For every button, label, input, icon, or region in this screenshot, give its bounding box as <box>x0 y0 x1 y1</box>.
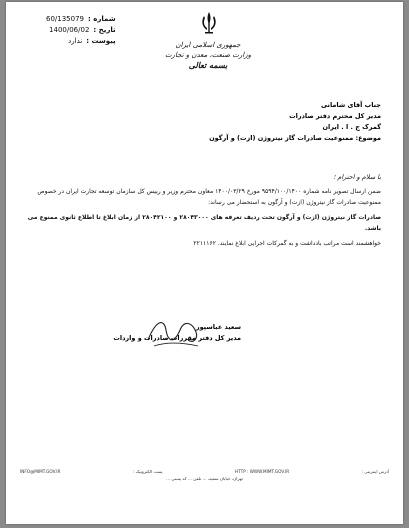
recipient-block <box>209 100 381 144</box>
letter-date-row <box>46 25 116 36</box>
letter-number-row <box>46 14 116 25</box>
letter-page <box>6 2 403 524</box>
letterhead-country: جمهوری اسلامی ایران <box>175 41 241 49</box>
letter-number: 60/135079 <box>46 15 84 23</box>
letterhead-ministry: وزارت صنعت، معدن و تجارت <box>164 51 252 59</box>
letter-body <box>26 172 381 252</box>
letter-attachment-label: پیوست : <box>86 37 116 45</box>
letter-attachment-row <box>46 36 116 47</box>
footer-website[interactable]: HTTP : WWW.MIMT.GOV.IR <box>235 469 290 474</box>
letter-date: 1400/06/02 <box>49 26 90 34</box>
letter-attachment: ندارد <box>68 37 83 45</box>
body-paragraph-3: خواهشمند است مراتب بادداشت و به گمرکات اجرایی ابلاغ نمایند. ۲۲۱۱۱۶۲ <box>193 239 381 247</box>
letter-number-label: شماره : <box>88 15 116 23</box>
body-paragraph-2: صادرات گاز نیتروژن (ازت) و آرگون تحت ردیف تعرفه های ۲۸۰۴۳۰۰۰ و ۲۸۰۴۲۱۰۰ از زمان ابلاغ تا اطلاع ثانوی ممنوع می باشد. <box>27 213 381 232</box>
recipient-organization: گمرک ج . ا . ایران <box>322 123 381 131</box>
letter-metadata <box>46 14 116 47</box>
recipient-name: جناب آقای شامانی <box>320 101 381 109</box>
signer-title: مدیر کل دفتر مقررات صادرات و واردات <box>113 334 241 342</box>
signer-block <box>113 322 241 344</box>
signer-name: سعید عباسپور <box>195 323 241 331</box>
letter-subject: موضوع: ممنوعیت صادرات گاز نیتروژن (ازت) و آرگون <box>209 134 381 142</box>
body-paragraph-1: ضمن ارسال تصویر نامه شماره ۹۵۹۴/۱۰۰/۱۴۰۰ مورخ ۱۴۰۰/۰۳/۲۹ معاون محترم وزیر و رییس کل سازمان توسعه تجارت ایران در خصوص ممنوعیت صادرات گاز نیتروژن (ازت) و آرگون به استحضار می رساند: <box>37 187 381 206</box>
iran-emblem-icon <box>198 10 220 36</box>
letter-date-label: تاریخ : <box>93 26 116 34</box>
footer-email[interactable]: INFO@MIMT.GOV.IR <box>20 469 61 474</box>
footer-contact-line: تهران، خیابان سمیه، ... تلفن ... کد پستی ... <box>166 476 243 481</box>
recipient-title: مدیر کل محترم دفتر صادرات <box>289 112 381 120</box>
letterhead <box>158 40 258 70</box>
letterhead-bismillah: بسمه تعالی <box>188 60 228 70</box>
letter-footer <box>20 468 389 482</box>
footer-email-label: پست الکترونیک : <box>132 469 163 474</box>
letter-greeting: با سلام و احترام ؛ <box>333 173 381 181</box>
footer-address-label: آدرس اینترنتی : <box>361 469 389 474</box>
